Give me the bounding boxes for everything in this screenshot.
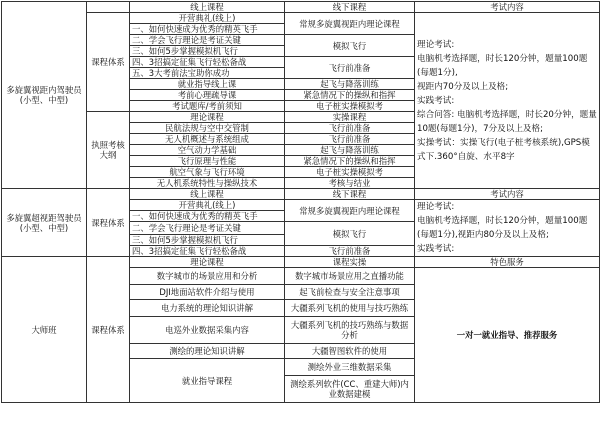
practice-course: 测绘外业三维数据采集: [285, 359, 415, 376]
header-theory: 理论课程: [130, 257, 285, 268]
header-exam: 考试内容: [415, 2, 600, 13]
online-course: 考试题库/考前须知: [130, 101, 285, 112]
offline-course: 飞行前准备: [285, 57, 415, 79]
exam-line: 实操考试：实操飞行(电子桩考核系统),GPS模式下.360°自旋、水平8字: [417, 137, 590, 162]
practice-course: 大疆智图软件的使用: [285, 344, 415, 359]
practice-course: 起飞前检查与安全注意事项: [285, 285, 415, 300]
header-exam: 考试内容: [415, 189, 600, 200]
offline-course: 飞行前准备: [285, 134, 415, 145]
online-course: 二、学会飞行理论是考证关键: [130, 222, 285, 235]
service-content: 一对一就业指导、推荐服务: [415, 268, 600, 403]
online-course: 无人机系统特性与操纵技术: [130, 178, 285, 189]
online-course: 电巡外业数据采集内容: [130, 317, 285, 344]
online-course: 开营典礼(线上): [130, 13, 285, 24]
offline-course: 实操课程: [285, 112, 415, 123]
exam-line: 电脑机考选择题，时长120分钟，题量100题(每题1分),: [417, 53, 588, 78]
online-course: 三、如何5步掌握模拟机飞行: [130, 46, 285, 57]
practice-course: 测绘系列软件(CC、重建大师)内业数据建模: [285, 376, 415, 403]
section-title: 大师班: [2, 257, 87, 403]
exam-content: [415, 13, 600, 189]
header-online: 线上课程: [130, 189, 285, 200]
online-course: 一、如何快速成为优秀的精英飞手: [130, 24, 285, 35]
exam-line: 综合问答: 电脑机考选择题，时长20分钟，题量10题(每题1分)，7分及以上及格;: [417, 109, 597, 134]
online-course: 飞行原理与性能: [130, 156, 285, 167]
online-course: 航空气象与飞行环境: [130, 167, 285, 178]
header-offline: 线下课程: [285, 2, 415, 13]
group-label: 课程体系: [87, 257, 130, 403]
offline-course: 飞行前准备: [285, 123, 415, 134]
online-course: 三、如何5步掌握模拟机飞行: [130, 235, 285, 246]
practice-course: 大疆系列飞机的使用与技巧熟练: [285, 300, 415, 317]
header-service: 特色服务: [415, 257, 600, 268]
blank-header-cell: [87, 2, 130, 13]
online-course: 一、如何快速成为优秀的精英飞手: [130, 211, 285, 222]
exam-line: 电脑机考选择题，时长120分钟，题量100题(每题1分),视距内80分及以上及格;: [417, 216, 588, 240]
header-practice: 课程实操: [285, 257, 415, 268]
offline-course: 电子桩实操模拟考: [285, 101, 415, 112]
offline-course: 常规多旋翼视距内理论课程: [285, 200, 415, 222]
offline-course: 起飞与降落训练: [285, 79, 415, 90]
exam-line: 实践考试:: [417, 95, 455, 106]
online-course: 民航法规与空中交管制: [130, 123, 285, 134]
online-course: 四、3招搞定征集飞行轻松备战: [130, 246, 285, 257]
offline-course: 电子桩实操模拟考: [285, 167, 415, 178]
offline-course: 模拟飞行: [285, 35, 415, 57]
group-label: 课程体系: [87, 13, 130, 112]
exam-content: [415, 200, 600, 257]
online-course: 电力系统的理论知识讲解: [130, 300, 285, 317]
table-row: [2, 189, 600, 200]
online-course: 空气动力学基础: [130, 145, 285, 156]
exam-line: 视距内70分及以上及格;: [417, 81, 509, 92]
offline-course: 紧急情况下的操纵和指挥: [285, 90, 415, 101]
online-course: 五、3大考前法宝助你成功: [130, 68, 285, 79]
table-row: [2, 2, 600, 13]
group-label: 课程体系: [87, 189, 130, 257]
online-course: 数字城市的场景应用和分析: [130, 268, 285, 285]
practice-course: 大疆系列飞机的技巧熟练与数据分析: [285, 317, 415, 344]
online-course: 开营典礼(线上): [130, 200, 285, 211]
online-course: 就业指导线上课: [130, 79, 285, 90]
offline-course: 常规多旋翼视距内理论课程: [285, 13, 415, 35]
table-row: [2, 13, 600, 24]
section-title: 多旋翼超视距驾驶员(小型、中型): [2, 189, 87, 257]
offline-course: 模拟飞行: [285, 222, 415, 246]
header-offline: 线下课程: [285, 189, 415, 200]
group-label: 执照考核大纲: [87, 112, 130, 189]
practice-course: 数字城市场景应用之直播功能: [285, 268, 415, 285]
table-row: [2, 257, 600, 268]
course-table: [1, 1, 600, 403]
offline-course: 考核与结业: [285, 178, 415, 189]
exam-line: 理论考试:: [417, 39, 455, 50]
online-course: 理论课程: [130, 112, 285, 123]
online-course: 测绘的理论知识讲解: [130, 344, 285, 359]
offline-course: 紧急情况下的操纵和指挥: [285, 156, 415, 167]
offline-course: 起飞与降落训练: [285, 145, 415, 156]
online-course: 就业指导课程: [130, 359, 285, 403]
exam-line: 实践考试:: [417, 244, 455, 254]
online-course: 二、学会飞行理论是考证关键: [130, 35, 285, 46]
online-course: DJI地面站软件介绍与使用: [130, 285, 285, 300]
online-course: 考前心理疏导课: [130, 90, 285, 101]
offline-course: 飞行前准备: [285, 246, 415, 257]
section-title: 多旋翼视距内驾驶员(小型、中型): [2, 2, 87, 189]
exam-line: 理论考试:: [417, 202, 455, 212]
header-online: 线上课程: [130, 2, 285, 13]
online-course: 无人机概述与系统组成: [130, 134, 285, 145]
online-course: 四、3招搞定征集飞行轻松备战: [130, 57, 285, 68]
